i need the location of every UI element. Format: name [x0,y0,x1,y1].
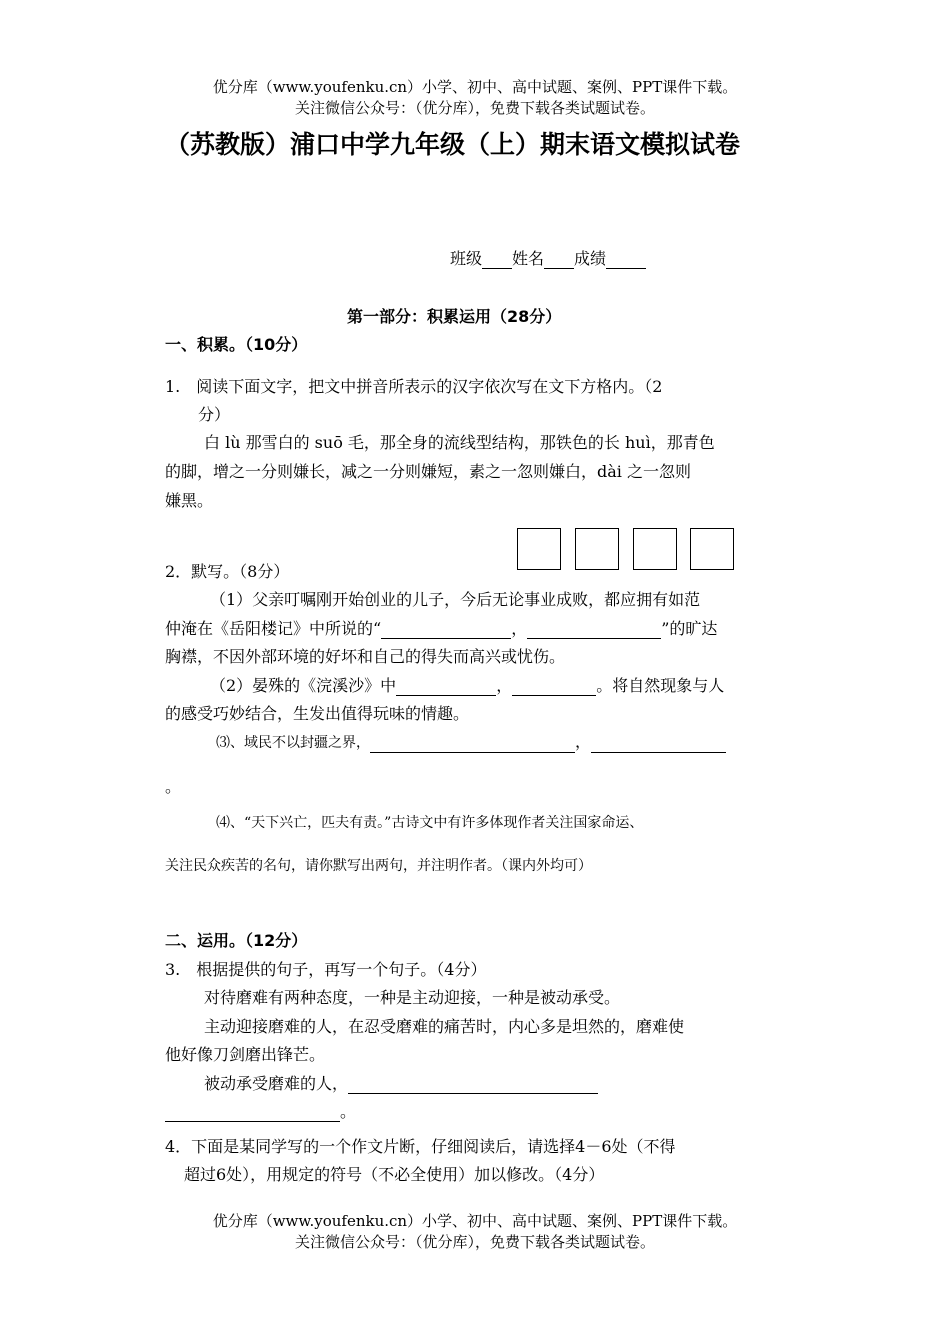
header-line-2: 关注微信公众号：（优分库），免费下载各类试题试卷。 [294,99,655,117]
q4-line-1: 4．下面是某同学写的一个作文片断，仔细阅读后，请选择4－6处（不得 [165,1137,676,1156]
q2-1-text-post: ”的旷达 [661,619,718,638]
answer-box-3[interactable] [633,528,677,570]
q1-text-1: 白 lù 那雪白的 suō 毛，那全身的流线型结构，那铁色的长 huì，那青色 [204,433,715,452]
q2-1-comma: ， [511,619,528,638]
footer-line-2: 关注微信公众号：（优分库），免费下载各类试题试卷。 [294,1233,655,1251]
q3-heading: 3. 根据提供的句子，再写一个句子。（4分） [165,960,487,979]
score-blank[interactable] [606,250,646,269]
answer-box-4[interactable] [690,528,734,570]
q2-3-blank-2[interactable] [591,734,726,753]
q2-2-text-pre: （2）晏殊的《浣溪沙》中 [210,676,397,695]
score-label: 成绩 [574,249,607,268]
q2-3-comma: ， [575,732,592,751]
q2-3-line [216,732,726,753]
q2-heading: 2．默写。（8分） [165,562,290,581]
name-label: 姓名 [512,249,545,268]
page-title: （苏教版）浦口中学九年级（上）期末语文模拟试卷 [165,130,741,159]
answer-box-1[interactable] [517,528,561,570]
q3-line-b2: 他好像刀剑磨出锋芒。 [165,1045,326,1064]
footer-line-1: 优分库（www.youfenku.cn）小学、初中、高中试题、案例、PPT课件下载。 [212,1212,738,1230]
q2-3-text-pre: ⑶、域民不以封疆之界， [216,735,370,751]
q3-line-a: 对待磨难有两种态度，一种是主动迎接，一种是被动承受。 [204,988,621,1007]
name-blank[interactable] [544,250,574,269]
q2-2-blank-1[interactable] [396,677,496,696]
section1-heading: 一、积累。（10分） [165,335,308,354]
q2-1-line-1: （1）父亲叮嘱刚开始创业的儿子，今后无论事业成败，都应拥有如范 [210,590,701,609]
q1-line-2: 分） [198,405,231,424]
q3-blank-1[interactable] [348,1075,598,1094]
class-blank[interactable] [482,250,512,269]
q4-line-2: 超过6处），用规定的符号（不必全使用）加以修改。（4分） [184,1165,605,1184]
q2-1-line-3: 胸襟，不因外部环境的好坏和自己的得失而高兴或忧伤。 [165,647,566,666]
q3-text-c: 被动承受磨难的人， [204,1074,349,1093]
q2-2-line-2: 的感受巧妙结合，生发出值得玩味的情趣。 [165,704,470,723]
q3-line-end [165,1102,356,1122]
q2-3-blank-1[interactable] [370,734,575,753]
q2-4-line-1: ⑷、“天下兴亡，匹夫有责。”古诗文中有许多体现作者关注国家命运、 [216,815,644,831]
q2-2-text-post: 。将自然现象与人 [596,676,725,695]
q3-line-b1: 主动迎接磨难的人，在忍受磨难的痛苦时，内心多是坦然的，磨难使 [204,1017,685,1036]
header-line-1: 优分库（www.youfenku.cn）小学、初中、高中试题、案例、PPT课件下载。 [212,78,738,96]
part1-heading: 第一部分：积累运用（28分） [347,307,562,326]
q3-line-c [204,1074,598,1094]
q1-text-2: 的脚，增之一分则嫌长，减之一分则嫌短，素之一忽则嫌白，dài 之一忽则 [165,462,691,481]
q2-4-line-2: 关注民众疾苦的名句，请你默写出两句，并注明作者。（课内外均可） [165,858,592,874]
q2-2-blank-2[interactable] [512,677,596,696]
q2-1-blank-1[interactable] [381,620,511,639]
q3-end-period: 。 [340,1102,357,1121]
student-info [450,249,646,269]
section2-heading: 二、运用。（12分） [165,931,308,950]
class-label: 班级 [450,249,483,268]
q2-2-line-1 [210,676,724,696]
q1-text-3: 嫌黑。 [165,491,214,510]
q2-1-blank-2[interactable] [527,620,661,639]
q1-line-1: 1. 阅读下面文字，把文中拼音所表示的汉字依次写在文下方格内。（2 [165,377,663,396]
q2-3-end: 。 [165,777,182,796]
q2-1-text-pre: 仲淹在《岳阳楼记》中所说的“ [165,619,382,638]
answer-box-2[interactable] [575,528,619,570]
q2-1-line-2 [165,619,717,639]
q2-2-comma: ， [496,676,513,695]
q3-blank-2[interactable] [165,1103,340,1122]
